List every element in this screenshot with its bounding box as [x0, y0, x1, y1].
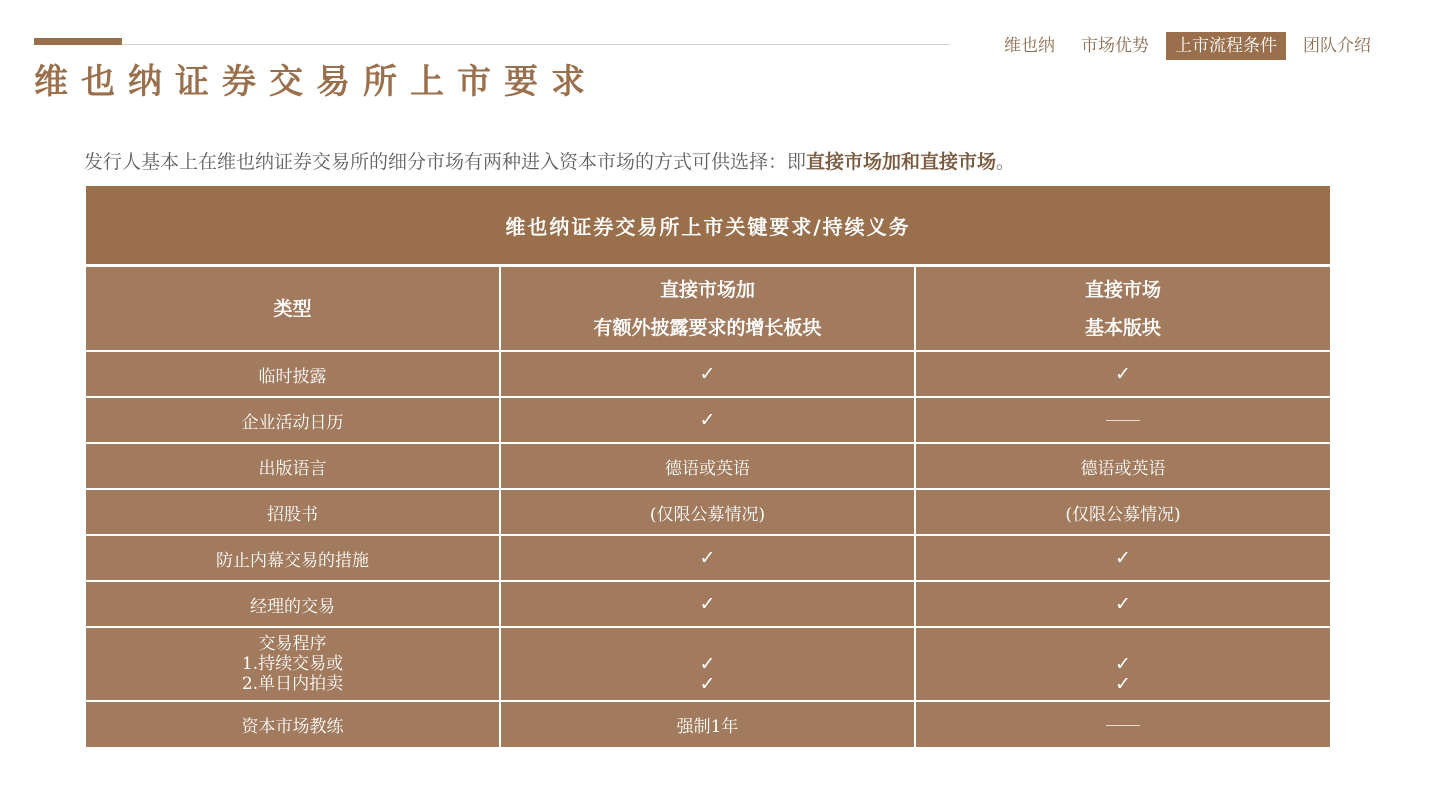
dash-cell	[915, 397, 1330, 443]
row-type: 招股书	[86, 489, 500, 535]
check-icon: ✓	[500, 397, 915, 443]
check-icon: ✓	[915, 351, 1330, 397]
check-icon: ✓	[915, 581, 1330, 627]
header-divider	[122, 44, 950, 45]
check-icon: ✓	[500, 581, 915, 627]
check-icon: ✓	[500, 535, 915, 581]
trading-checks-col2	[915, 627, 1330, 701]
check-icon: ✓	[915, 535, 1330, 581]
trading-line2: 1.持续交易或	[241, 654, 344, 674]
row-type: 出版语言	[86, 443, 500, 489]
requirements-table	[86, 186, 1330, 747]
table-row	[86, 581, 1330, 627]
trading-line1: 交易程序	[258, 634, 327, 654]
nav-item-vienna[interactable]: 维也纳	[1004, 36, 1055, 56]
header-direct-market-plus	[500, 267, 915, 351]
title-accent-bar	[34, 38, 122, 45]
header-col2-line1: 直接市场	[1084, 278, 1161, 301]
intro-tail: 。	[996, 151, 1016, 173]
nav-item-market-advantages[interactable]: 市场优势	[1081, 36, 1149, 56]
row-type: 企业活动日历	[86, 397, 500, 443]
row-type: 资本市场教练	[86, 701, 500, 747]
header-type: 类型	[86, 267, 500, 351]
nav-item-team[interactable]: 团队介绍	[1303, 36, 1371, 56]
cell-value: 德语或英语	[500, 443, 915, 489]
check-icon: ✓	[1115, 653, 1131, 675]
nav-item-listing-process[interactable]: 上市流程条件	[1166, 32, 1286, 60]
row-type: 经理的交易	[86, 581, 500, 627]
cell-value: 强制1年	[500, 701, 915, 747]
check-icon: ✓	[1115, 673, 1131, 695]
check-icon: ✓	[500, 351, 915, 397]
row-type: 临时披露	[86, 351, 500, 397]
table-row	[86, 397, 1330, 443]
header-col1-line1: 直接市场加	[659, 278, 755, 301]
table-row	[86, 627, 1330, 701]
page-title: 维也纳证券交易所上市要求	[34, 62, 598, 102]
dash-icon	[1106, 420, 1140, 421]
trading-line3: 2.单日内拍卖	[241, 674, 344, 694]
cell-value: 德语或英语	[915, 443, 1330, 489]
row-type-trading	[86, 627, 500, 701]
cell-value: (仅限公募情况)	[500, 489, 915, 535]
header-col2-line2: 基本版块	[1084, 316, 1161, 339]
intro-paragraph	[84, 147, 1015, 174]
header-col1-line2: 有额外披露要求的增长板块	[593, 316, 822, 339]
table-row	[86, 443, 1330, 489]
check-icon: ✓	[699, 673, 716, 695]
trading-checks-col1	[500, 627, 915, 701]
table-row	[86, 535, 1330, 581]
top-nav	[995, 32, 1380, 60]
intro-highlight: 直接市场加和直接市场	[806, 151, 997, 173]
header-direct-market	[915, 267, 1330, 351]
dash-cell	[915, 701, 1330, 747]
row-type: 防止内幕交易的措施	[86, 535, 500, 581]
table-caption: 维也纳证券交易所上市关键要求/持续义务	[86, 186, 1330, 267]
cell-value: (仅限公募情况)	[915, 489, 1330, 535]
intro-text: 发行人基本上在维也纳证券交易所的细分市场有两种进入资本市场的方式可供选择：即	[84, 151, 807, 173]
check-icon: ✓	[699, 653, 716, 675]
table-row	[86, 701, 1330, 747]
table-row	[86, 489, 1330, 535]
table-row	[86, 351, 1330, 397]
dash-icon	[1106, 725, 1140, 726]
